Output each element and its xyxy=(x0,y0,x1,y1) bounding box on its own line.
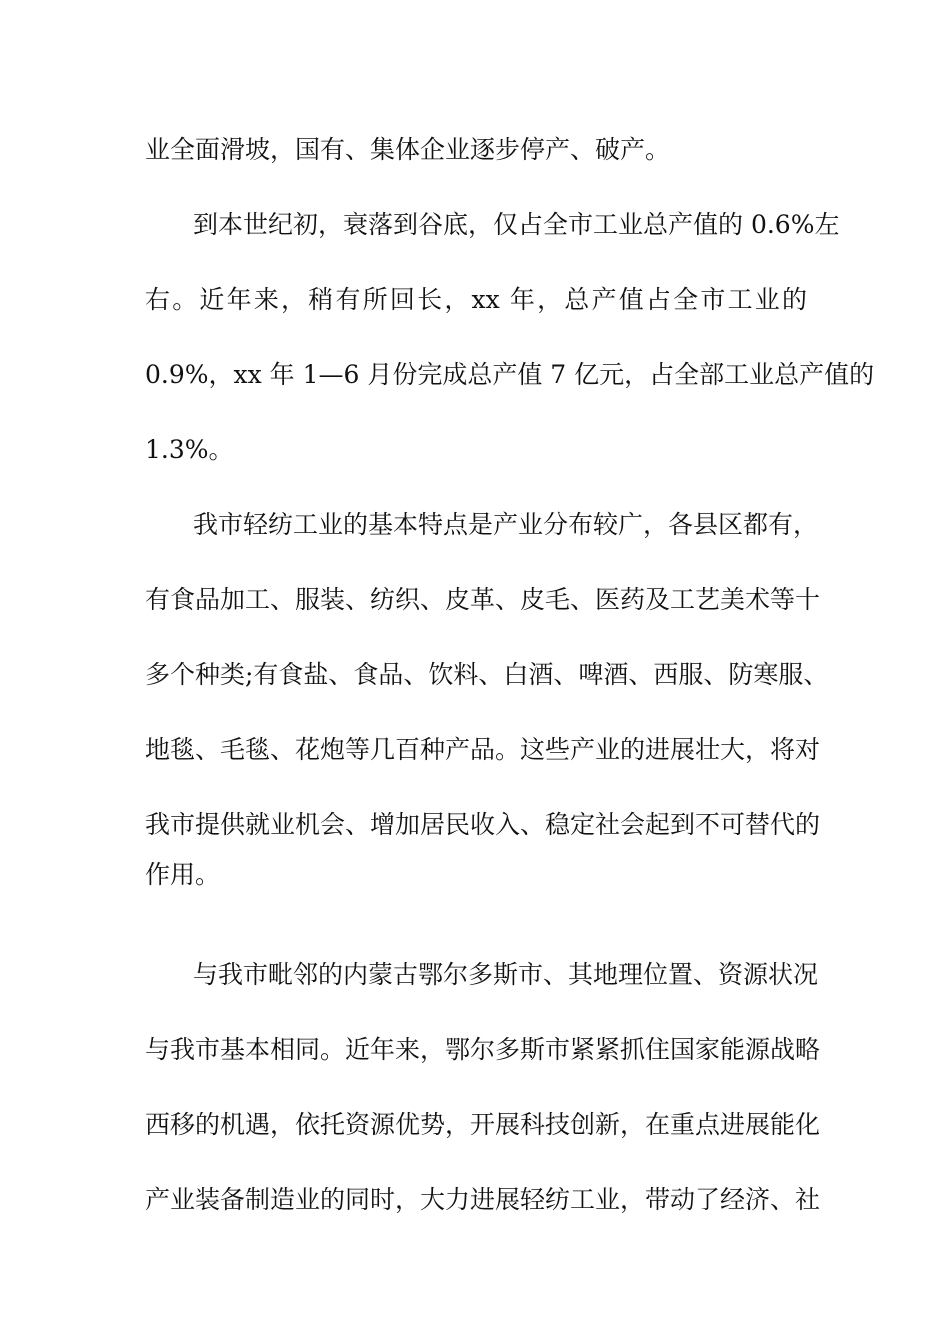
text-line: 多个种类;有食盐、食品、饮料、白酒、啤酒、西服、防寒服、 xyxy=(145,660,829,689)
text-line: 1.3%。 xyxy=(145,435,234,464)
text-line: 我市轻纺工业的基本特点是产业分布较广，各县区都有， xyxy=(193,510,819,539)
text-line: 与我市基本相同。近年来，鄂尔多斯市紧紧抓住国家能源战略 xyxy=(145,1035,821,1064)
text-line: 地毯、毛毯、花炮等几百种产品。这些产业的进展壮大，将对 xyxy=(145,735,821,764)
text-line: 业全面滑坡，国有、集体企业逐步停产、破产。 xyxy=(145,135,671,164)
text-line: 作用。 xyxy=(145,860,221,889)
text-line: 我市提供就业机会、增加居民收入、稳定社会起到不可替代的 xyxy=(145,810,821,839)
text-line: 有食品加工、服装、纺织、皮革、皮毛、医药及工艺美术等十 xyxy=(145,585,821,614)
text-line: 与我市毗邻的内蒙古鄂尔多斯市、其地理位置、资源状况 xyxy=(193,960,819,989)
text-line: 产业装备制造业的同时，大力进展轻纺工业，带动了经济、社 xyxy=(145,1185,821,1214)
text-line: 到本世纪初，衰落到谷底，仅占全市工业总产值的 0.6%左 xyxy=(193,210,840,239)
text-line: 西移的机遇，依托资源优势，开展科技创新，在重点进展能化 xyxy=(145,1110,821,1139)
text-line: 右。近年来，稍有所回长，xx 年，总产值占全市工业的 xyxy=(145,285,807,314)
text-line: 0.9%，xx 年 1—6 月份完成总产值 7 亿元，占全部工业总产值的 xyxy=(145,360,875,389)
